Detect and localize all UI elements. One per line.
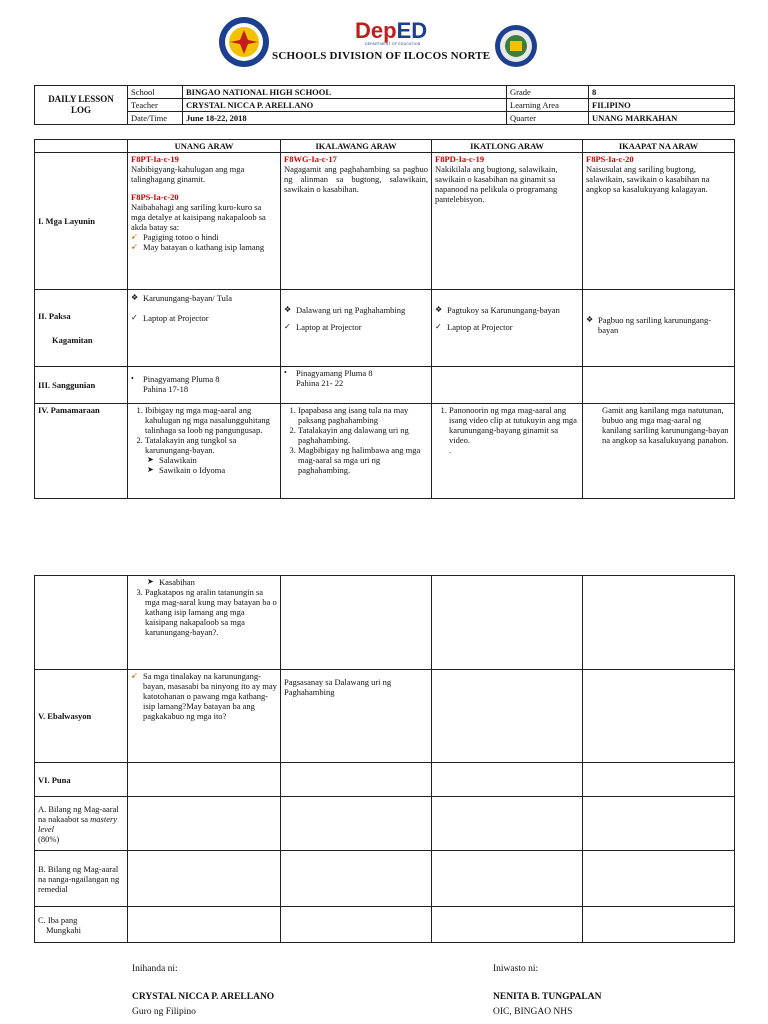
mastery-label: A. Bilang ng Mag-aaral na nakaabot sa mastery level (80%) — [35, 797, 128, 851]
pamamaraan-day-3: 1. Panonoorin ng mga mag-aaral ang isang video clip at tutukuyin ang mga karunungang-bayang ginamit sa video. . — [432, 404, 583, 499]
lesson-table — [34, 139, 735, 499]
competency-code: F8PS-Ia-c-20 — [131, 192, 179, 202]
mungkahi-day-2 — [281, 907, 432, 943]
competency-code: F8PS-Ia-c-20 — [586, 154, 634, 164]
competency-code: F8PT-Ia-c-19 — [131, 154, 179, 164]
competency-code: F8WG-Ia-c-17 — [284, 154, 337, 164]
corner-cell — [35, 140, 128, 153]
mungkahi-day-4 — [583, 907, 735, 943]
grade-value: 8 — [589, 86, 735, 99]
sanggunian-day-3 — [432, 367, 583, 404]
sanggunian-day-4 — [583, 367, 735, 404]
quarter-label: Quarter — [507, 112, 589, 125]
bullet-text: Pagiging totoo o hindi — [143, 232, 219, 242]
noted-by-name: NENITA B. TUNGPALAN — [493, 992, 602, 1002]
layunin-day-1 — [128, 153, 281, 290]
mastery-day-4 — [583, 797, 735, 851]
cont-day-3 — [432, 576, 583, 670]
teacher-label: Teacher — [128, 99, 183, 112]
noted-by-role: OIC, BINGAO NHS — [493, 1007, 573, 1017]
arrow-head-icon: ➤ — [147, 465, 154, 474]
paksa-label: II. Paksa Kagamitan — [35, 290, 128, 367]
ebalwasyon-day-2: Pagsasanay sa Dalawang uri ng Paghahambing — [281, 670, 432, 763]
prepared-by-role: Guro ng Filipino — [132, 1007, 196, 1017]
pamamaraan-day-4: Gamit ang kanilang mga natutunan, bubuo ang mga mag-aaral ng kanilang sariling karunungang-bayan na angkop sa kasalukuyang panahon. — [583, 404, 735, 499]
layunin-day-4 — [583, 153, 735, 290]
check-bullet-icon: ✓ — [284, 322, 291, 331]
diamond-bullet-icon: ❖ — [435, 305, 443, 314]
date-value: June 18-22, 2018 — [183, 112, 507, 125]
cont-label — [35, 576, 128, 670]
ebalwasyon-day-3 — [432, 670, 583, 763]
layunin-day-2 — [281, 153, 432, 290]
arrow-bullet-icon: ➹ — [131, 232, 138, 241]
lesson-table-continued — [34, 575, 735, 943]
mastery-day-2 — [281, 797, 432, 851]
arrow-head-icon: ➤ — [147, 577, 154, 586]
mungkahi-label: C. Iba pang Mungkahi — [35, 907, 128, 943]
paksa-day-4: ❖ Pagbuo ng sariling karunungang-bayan — [583, 290, 735, 367]
diamond-bullet-icon: ❖ — [284, 305, 292, 314]
bullet-text: May batayan o kathang isip lamang — [143, 242, 265, 252]
pamamaraan-day-2: 1. Ipapabasa ang isang tula na may paksang paghahambing 2. Tatalakayin ang dalawang uri ng paghahambing. 3. Magbibigay ng halimbawa ang mga mag-aaral sa mga uri ng paghahambing. — [281, 404, 432, 499]
school-label: School — [128, 86, 183, 99]
mungkahi-day-3 — [432, 907, 583, 943]
school-value: BINGAO NATIONAL HIGH SCHOOL — [183, 86, 507, 99]
pamamaraan-label: IV. Pamamaraan — [35, 404, 128, 499]
arrow-bullet-icon: ➹ — [131, 242, 138, 251]
day-2-header: IKALAWANG ARAW — [281, 140, 432, 153]
arrow-head-icon: ➤ — [147, 455, 154, 464]
dot-bullet-icon: • — [131, 374, 134, 383]
layunin-day-3 — [432, 153, 583, 290]
sanggunian-day-2: • Pinagyamang Pluma 8 Pahina 21- 22 — [281, 367, 432, 404]
remedial-label: B. Bilang ng Mag-aaral na nanga-ngailangan ng remedial — [35, 851, 128, 907]
sanggunian-day-1: • Pinagyamang Pluma 8 Pahina 17-18 — [128, 367, 281, 404]
puna-day-1 — [128, 763, 281, 797]
puna-day-3 — [432, 763, 583, 797]
day-1-header: UNANG ARAW — [128, 140, 281, 153]
paksa-day-2: ❖ Dalawang uri ng Paghahambing ✓ Laptop at Projector — [281, 290, 432, 367]
ebalwasyon-day-4 — [583, 670, 735, 763]
remedial-day-4 — [583, 851, 735, 907]
objective-text: Nagagamit ang paghahambing sa pagbuo ng alinman sa bugtong, salawikain, sawikain o kasabihan. — [284, 164, 428, 194]
competency-code: F8PD-Ia-c-19 — [435, 154, 485, 164]
day-3-header: IKATLONG ARAW — [432, 140, 583, 153]
mastery-day-1 — [128, 797, 281, 851]
teacher-value: CRYSTAL NICCA P. ARELLANO — [183, 99, 507, 112]
objective-text: Nabibigyang-kahulugan ang mga talinghagang ginamit. — [131, 164, 245, 184]
mungkahi-day-1 — [128, 907, 281, 943]
prepared-by-label: Inihanda ni: — [132, 964, 178, 974]
dot-bullet-icon: • — [284, 368, 287, 377]
prepared-by-name: CRYSTAL NICCA P. ARELLANO — [132, 992, 275, 1002]
layunin-label: I. Mga Layunin — [35, 153, 128, 290]
objective-text: Naibabahagi ang sariling kuro-kuro sa mga detalye at kaisipang nakapaloob sa akda batay sa: — [131, 202, 266, 232]
pamamaraan-day-1: 1. Ibibigay ng mga mag-aaral ang kahulugan ng mga nasalungguhitang talinhaga sa loob ng pangungusap. 2. Tatalakayin ang tungkol sa karunungang-bayan. ➤ Salawikain ➤ Sawikain o Idyoma — [128, 404, 281, 499]
deped-seal-left — [218, 16, 270, 68]
mastery-day-3 — [432, 797, 583, 851]
arrow-bullet-icon: ➹ — [131, 671, 138, 680]
remedial-day-3 — [432, 851, 583, 907]
puna-day-2 — [281, 763, 432, 797]
day-4-header: IKAAPAT NA ARAW — [583, 140, 735, 153]
puna-label: VI. Puna — [35, 763, 128, 797]
cont-day-2 — [281, 576, 432, 670]
sanggunian-label: III. Sanggunian — [35, 367, 128, 404]
diamond-bullet-icon: ❖ — [586, 315, 594, 324]
deped-logo: DepED DEPARTMENT OF EDUCATION — [355, 18, 428, 46]
check-bullet-icon: ✓ — [131, 313, 138, 322]
division-title: SCHOOLS DIVISION OF ILOCOS NORTE — [272, 50, 491, 62]
division-seal-right — [494, 24, 538, 68]
quarter-value: UNANG MARKAHAN — [589, 112, 735, 125]
ebalwasyon-label: V. Ebalwasyon — [35, 670, 128, 763]
check-bullet-icon: ✓ — [435, 322, 442, 331]
paksa-day-3: ❖ Pagtukoy sa Karunungang-bayan ✓ Laptop at Projector — [432, 290, 583, 367]
paksa-day-1: ❖ Karunungang-bayan/ Tula ✓ Laptop at Projector — [128, 290, 281, 367]
date-label: Date/Time — [128, 112, 183, 125]
remedial-day-2 — [281, 851, 432, 907]
cont-day-1: ➤ Kasabihan 3. Pagkatapos ng aralin tatanungin sa mga mag-aaral kung may batayan ba o kathang isip lamang ang mga kaisipang nakapaloob sa mga karunungang-bayan?. — [128, 576, 281, 670]
objective-text: Naisusulat ang sariling bugtong, salawikain, sawikain o kasabihan na angkop sa kasalukuyang kalagayan. — [586, 164, 710, 194]
area-value: FILIPINO — [589, 99, 735, 112]
area-label: Learning Area — [507, 99, 589, 112]
diamond-bullet-icon: ❖ — [131, 293, 139, 302]
remedial-day-1 — [128, 851, 281, 907]
objective-text: Nakikilala ang bugtong, salawikain, sawikain o kasabihan na ginamit sa napanood na pelikula o programang pantelebisyon. — [435, 164, 558, 204]
info-table — [34, 85, 735, 125]
dll-title: DAILY LESSON LOG — [35, 86, 128, 125]
cont-day-4 — [583, 576, 735, 670]
puna-day-4 — [583, 763, 735, 797]
ebalwasyon-day-1: ➹ Sa mga tinalakay na karunungang-bayan, masasabi ba ninyong ito ay may katotohanan o pawang mga kathang-isip lamang?May batayan ba ang pagkakabuo ng mga ito? — [128, 670, 281, 763]
noted-by-label: Iniwasto ni: — [493, 964, 539, 974]
grade-label: Grade — [507, 86, 589, 99]
